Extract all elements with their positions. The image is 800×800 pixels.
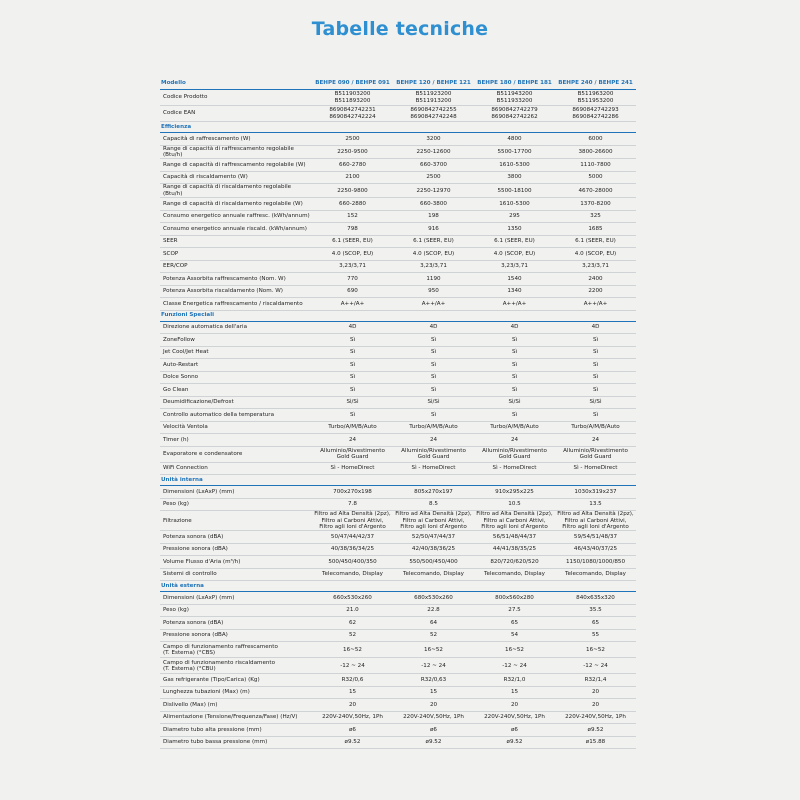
cell-value: 3,23/3,71 (474, 260, 555, 273)
cell-value: Telecomando, Display (555, 568, 636, 581)
cell-value: Telecomando, Display (393, 568, 474, 581)
cell-value: 1150/1080/1000/850 (555, 556, 636, 569)
cell-value: 24 (474, 434, 555, 447)
cell-value: Sì (555, 346, 636, 359)
section-header-row (160, 310, 636, 321)
cell-value: Turbo/A/M/B/Auto (312, 421, 393, 434)
row-label: SEER (160, 235, 312, 248)
cell-value: 950 (393, 285, 474, 298)
cell-value: 220V-240V,50Hz, 1Ph (474, 711, 555, 724)
cell-value: 62 (312, 617, 393, 630)
cell-value: Turbo/A/M/B/Auto (555, 421, 636, 434)
cell-value: 20 (393, 699, 474, 712)
cell-value: 805x270x197 (393, 486, 474, 499)
row-label: Potenza sonora (dBA) (160, 531, 312, 544)
row-label: Dimensioni (LxAxP) (mm) (160, 486, 312, 499)
cell-value: ø15.88 (555, 736, 636, 749)
row-label: Evaporatore e condensatore (160, 446, 312, 462)
table-body (160, 90, 636, 749)
table-row (160, 273, 636, 286)
cell-value: A++/A+ (474, 298, 555, 311)
cell-value: R32/0,63 (393, 674, 474, 687)
cell-value: 4D (555, 321, 636, 334)
table-row (160, 90, 636, 106)
cell-value: B511903200 B511893200 (312, 90, 393, 106)
cell-value: 840x635x320 (555, 592, 636, 605)
cell-value: 5500-18100 (474, 184, 555, 198)
cell-value: 2250-12970 (393, 184, 474, 198)
cell-value: 6000 (555, 133, 636, 146)
row-label: Jet Cool/Jet Heat (160, 346, 312, 359)
cell-value: 44/41/38/35/25 (474, 543, 555, 556)
row-label: Capacità di riscaldamento (W) (160, 171, 312, 184)
table-row (160, 711, 636, 724)
cell-value: 1190 (393, 273, 474, 286)
table-row (160, 446, 636, 462)
table-row (160, 223, 636, 236)
cell-value: 2250-12600 (393, 145, 474, 159)
cell-value: 8690842742255 8690842742248 (393, 106, 474, 122)
cell-value: 798 (312, 223, 393, 236)
cell-value: Filtro ad Alta Densità (2pz), Filtro ai Carboni Attivi, Filtro agli Ioni d'Argento (474, 511, 555, 531)
cell-value: 6.1 (SEER, EU) (312, 235, 393, 248)
row-label: Velocità Ventola (160, 421, 312, 434)
table-row (160, 617, 636, 630)
table-row (160, 171, 636, 184)
cell-value: 2400 (555, 273, 636, 286)
cell-value: Sì (474, 334, 555, 347)
cell-value: 13.5 (555, 498, 636, 511)
cell-value: 152 (312, 210, 393, 223)
cell-value: Sì (393, 371, 474, 384)
cell-value: 4670-28000 (555, 184, 636, 198)
table-row (160, 604, 636, 617)
cell-value: Sì (312, 334, 393, 347)
cell-value: 4.0 (SCOP, EU) (312, 248, 393, 261)
row-label: Codice Prodotto (160, 90, 312, 106)
cell-value: B511963200 B511953200 (555, 90, 636, 106)
row-label: Peso (kg) (160, 604, 312, 617)
cell-value: 56/51/48/44/37 (474, 531, 555, 544)
cell-value: 8690842742231 8690842742224 (312, 106, 393, 122)
cell-value: 660x530x260 (312, 592, 393, 605)
cell-value: 295 (474, 210, 555, 223)
cell-value: 690 (312, 285, 393, 298)
cell-value: Alluminio/Rivestimento Gold Guard (393, 446, 474, 462)
cell-value: 5500-17700 (474, 145, 555, 159)
cell-value: 16~52 (312, 642, 393, 658)
cell-value: 660-2880 (312, 198, 393, 211)
cell-value: 24 (312, 434, 393, 447)
cell-value: 52 (393, 629, 474, 642)
row-label: Potenza Assorbita riscaldamento (Nom. W) (160, 285, 312, 298)
spec-table (160, 78, 636, 749)
cell-value: ø9.52 (474, 736, 555, 749)
cell-value: ø9.52 (555, 724, 636, 737)
cell-value: 3200 (393, 133, 474, 146)
row-label: Range di capacità di riscaldamento regolabile (Btu/h) (160, 184, 312, 198)
cell-value: B511943200 B511933200 (474, 90, 555, 106)
row-label: Codice EAN (160, 106, 312, 122)
cell-value: Filtro ad Alta Densità (2pz), Filtro ai Carboni Attivi, Filtro agli Ioni d'Argento (393, 511, 474, 531)
table-row (160, 543, 636, 556)
table-row (160, 133, 636, 146)
row-label: Filtrazione (160, 511, 312, 531)
cell-value: 2250-9500 (312, 145, 393, 159)
cell-value: 1340 (474, 285, 555, 298)
cell-value: 16~52 (393, 642, 474, 658)
cell-value: Sì (393, 409, 474, 422)
page-title: Tabelle tecniche (311, 18, 489, 40)
table-row (160, 248, 636, 261)
cell-value: Sì - HomeDirect (393, 462, 474, 475)
cell-value: 910x295x225 (474, 486, 555, 499)
table-row (160, 321, 636, 334)
cell-value: 3,23/3,71 (312, 260, 393, 273)
cell-value: Telecomando, Display (312, 568, 393, 581)
cell-value: ø6 (393, 724, 474, 737)
cell-value: Sì/Sì (555, 396, 636, 409)
cell-value: Sì (393, 334, 474, 347)
table-row (160, 159, 636, 172)
cell-value: 4.0 (SCOP, EU) (474, 248, 555, 261)
cell-value: 220V-240V,50Hz, 1Ph (393, 711, 474, 724)
section-header-row (160, 475, 636, 486)
cell-value: Sì/Sì (393, 396, 474, 409)
cell-value: 15 (393, 686, 474, 699)
table-row (160, 359, 636, 372)
cell-value: 4.0 (SCOP, EU) (393, 248, 474, 261)
cell-value: 4D (474, 321, 555, 334)
table-row (160, 699, 636, 712)
cell-value: Sì (312, 359, 393, 372)
cell-value: 6.1 (SEER, EU) (555, 235, 636, 248)
table-row (160, 198, 636, 211)
row-label: Campo di funzionamento raffrescamento (T. Esterna) (°CBS) (160, 642, 312, 658)
cell-value: 10.5 (474, 498, 555, 511)
row-label: Dolce Sonno (160, 371, 312, 384)
cell-value: R32/1,0 (474, 674, 555, 687)
row-label: Consumo energetico annuale riscald. (kWh/annum) (160, 223, 312, 236)
cell-value: Sì (474, 359, 555, 372)
cell-value: ø6 (312, 724, 393, 737)
cell-value: Sì/Sì (312, 396, 393, 409)
cell-value: Alluminio/Rivestimento Gold Guard (312, 446, 393, 462)
cell-value: 1110-7800 (555, 159, 636, 172)
cell-value: Sì (393, 384, 474, 397)
table-row (160, 556, 636, 569)
cell-value: Sì (393, 346, 474, 359)
row-label: Pressione sonora (dBA) (160, 543, 312, 556)
cell-value: Sì (555, 359, 636, 372)
table-row (160, 434, 636, 447)
row-label: Campo di funzionamento riscaldamento (T. Esterna) (°CBU) (160, 658, 312, 674)
cell-value: 1350 (474, 223, 555, 236)
cell-value: 3800-26600 (555, 145, 636, 159)
cell-value: 2500 (393, 171, 474, 184)
row-label: Timer (h) (160, 434, 312, 447)
cell-value: 50/47/44/42/37 (312, 531, 393, 544)
table-row (160, 486, 636, 499)
cell-value: 65 (474, 617, 555, 630)
row-label: Capacità di raffrescamento (W) (160, 133, 312, 146)
cell-value: 2500 (312, 133, 393, 146)
row-label: ZoneFollow (160, 334, 312, 347)
cell-value: -12 ~ 24 (312, 658, 393, 674)
row-label: Potenza Assorbita raffrescamento (Nom. W) (160, 273, 312, 286)
row-label: Alimentazione (Tensione/Frequenza/Fase) (Hz/V) (160, 711, 312, 724)
cell-value: 20 (474, 699, 555, 712)
cell-value: Sì (555, 384, 636, 397)
row-label: Auto-Restart (160, 359, 312, 372)
row-label: Dimensioni (LxAxP) (mm) (160, 592, 312, 605)
cell-value: -12 ~ 24 (474, 658, 555, 674)
row-label: Volume Flusso d'Aria (m³/h) (160, 556, 312, 569)
row-label: Range di capacità di raffrescamento regolabile (W) (160, 159, 312, 172)
cell-value: Sì (393, 359, 474, 372)
table-row (160, 498, 636, 511)
cell-value: Sì/Sì (474, 396, 555, 409)
table-row (160, 511, 636, 531)
cell-value: 1610-5300 (474, 159, 555, 172)
cell-value: 1540 (474, 273, 555, 286)
cell-value: 198 (393, 210, 474, 223)
table-row (160, 642, 636, 658)
cell-value: 40/38/36/34/25 (312, 543, 393, 556)
cell-value: Sì (474, 371, 555, 384)
cell-value: 24 (555, 434, 636, 447)
cell-value: 20 (555, 699, 636, 712)
cell-value: Sì - HomeDirect (312, 462, 393, 475)
row-label: EER/COP (160, 260, 312, 273)
row-label: Dislivello (Max) (m) (160, 699, 312, 712)
table-row (160, 145, 636, 159)
cell-value: 20 (555, 686, 636, 699)
cell-value: 660-3700 (393, 159, 474, 172)
table-row (160, 371, 636, 384)
cell-value: 20 (312, 699, 393, 712)
table-row (160, 686, 636, 699)
cell-value: 1685 (555, 223, 636, 236)
row-label: Classe Energetica raffrescamento / riscaldamento (160, 298, 312, 311)
row-label: Deumidificazione/Defrost (160, 396, 312, 409)
table-row (160, 462, 636, 475)
cell-value: 7.8 (312, 498, 393, 511)
cell-value: Sì (312, 409, 393, 422)
cell-value: 2200 (555, 285, 636, 298)
cell-value: 1030x319x237 (555, 486, 636, 499)
cell-value: 24 (393, 434, 474, 447)
table-row (160, 629, 636, 642)
row-label: Diametro tubo bassa pressione (mm) (160, 736, 312, 749)
cell-value: ø9.52 (393, 736, 474, 749)
cell-value: 3,23/3,71 (555, 260, 636, 273)
table-row (160, 260, 636, 273)
table-row (160, 531, 636, 544)
cell-value: Sì (474, 346, 555, 359)
cell-value: R32/1,4 (555, 674, 636, 687)
cell-value: A++/A+ (393, 298, 474, 311)
cell-value: 500/450/400/350 (312, 556, 393, 569)
cell-value: 700x270x198 (312, 486, 393, 499)
cell-value: 64 (393, 617, 474, 630)
cell-value: -12 ~ 24 (393, 658, 474, 674)
cell-value: 42/40/38/36/25 (393, 543, 474, 556)
cell-value: R32/0,6 (312, 674, 393, 687)
row-label: Range di capacità di riscaldamento regolabile (W) (160, 198, 312, 211)
cell-value: Sì (555, 334, 636, 347)
cell-value: 2100 (312, 171, 393, 184)
cell-value: ø6 (474, 724, 555, 737)
cell-value: 21.0 (312, 604, 393, 617)
cell-value: Telecomando, Display (474, 568, 555, 581)
cell-value: A++/A+ (312, 298, 393, 311)
table-row (160, 421, 636, 434)
cell-value: 916 (393, 223, 474, 236)
cell-value: 35.5 (555, 604, 636, 617)
table-row (160, 396, 636, 409)
table-row (160, 298, 636, 311)
cell-value: Turbo/A/M/B/Auto (393, 421, 474, 434)
cell-value: 820/720/620/520 (474, 556, 555, 569)
cell-value: 15 (474, 686, 555, 699)
cell-value: 800x560x280 (474, 592, 555, 605)
table-row (160, 346, 636, 359)
row-label: Peso (kg) (160, 498, 312, 511)
cell-value: Alluminio/Rivestimento Gold Guard (474, 446, 555, 462)
cell-value: Sì (474, 409, 555, 422)
cell-value: 3800 (474, 171, 555, 184)
cell-value: -12 ~ 24 (555, 658, 636, 674)
section-title: Unità esterna (160, 581, 636, 592)
cell-value: 55 (555, 629, 636, 642)
cell-value: 52 (312, 629, 393, 642)
row-label: WiFi Connection (160, 462, 312, 475)
cell-value: Sì (555, 371, 636, 384)
cell-value: A++/A+ (555, 298, 636, 311)
cell-value: Filtro ad Alta Densità (2pz), Filtro ai Carboni Attivi, Filtro agli Ioni d'Argento (555, 511, 636, 531)
cell-value: 660-2780 (312, 159, 393, 172)
row-label: Controllo automatico della temperatura (160, 409, 312, 422)
row-label: Go Clean (160, 384, 312, 397)
cell-value: 16~52 (474, 642, 555, 658)
cell-value: 325 (555, 210, 636, 223)
model-header: BEHPE 090 / BEHPE 091 (312, 78, 393, 90)
row-label: Diametro tubo alta pressione (mm) (160, 724, 312, 737)
cell-value: Sì (312, 346, 393, 359)
table-row (160, 184, 636, 198)
cell-value: Sì - HomeDirect (555, 462, 636, 475)
cell-value: 8690842742279 8690842742262 (474, 106, 555, 122)
section-header-row (160, 122, 636, 133)
table-row (160, 409, 636, 422)
cell-value: 550/500/450/400 (393, 556, 474, 569)
cell-value: B511923200 B511913200 (393, 90, 474, 106)
cell-value: Sì (555, 409, 636, 422)
cell-value: 4800 (474, 133, 555, 146)
model-header: BEHPE 180 / BEHPE 181 (474, 78, 555, 90)
cell-value: Filtro ad Alta Densità (2pz), Filtro ai Carboni Attivi, Filtro agli Ioni d'Argento (312, 511, 393, 531)
cell-value: 660-3800 (393, 198, 474, 211)
table-row (160, 736, 636, 749)
cell-value: Alluminio/Rivestimento Gold Guard (555, 446, 636, 462)
cell-value: 1370-8200 (555, 198, 636, 211)
table-row (160, 285, 636, 298)
cell-value: 770 (312, 273, 393, 286)
table-row (160, 568, 636, 581)
cell-value: 3,23/3,71 (393, 260, 474, 273)
table-row (160, 334, 636, 347)
cell-value: 59/54/51/48/37 (555, 531, 636, 544)
cell-value: 680x530x260 (393, 592, 474, 605)
cell-value: 65 (555, 617, 636, 630)
row-label: Lunghezza tubazioni (Max) (m) (160, 686, 312, 699)
section-title: Funzioni Speciali (160, 310, 636, 321)
row-label: Pressione sonora (dBA) (160, 629, 312, 642)
cell-value: 1610-5300 (474, 198, 555, 211)
row-label: Range di capacità di raffrescamento regolabile (Btu/h) (160, 145, 312, 159)
cell-value: 22.8 (393, 604, 474, 617)
cell-value: 5000 (555, 171, 636, 184)
row-label: Potenza sonora (dBA) (160, 617, 312, 630)
cell-value: 52/50/47/44/37 (393, 531, 474, 544)
cell-value: 8.5 (393, 498, 474, 511)
cell-value: Sì (312, 371, 393, 384)
section-title: Unità interna (160, 475, 636, 486)
row-label: Gas refrigerante (Tipo/Carica) (Kg) (160, 674, 312, 687)
cell-value: Sì (474, 384, 555, 397)
cell-value: 54 (474, 629, 555, 642)
cell-value: 16~52 (555, 642, 636, 658)
cell-value: 6.1 (SEER, EU) (474, 235, 555, 248)
cell-value: Turbo/A/M/B/Auto (474, 421, 555, 434)
cell-value: 2250-9800 (312, 184, 393, 198)
cell-value: 220V-240V,50Hz, 1Ph (312, 711, 393, 724)
cell-value: 220V-240V,50Hz, 1Ph (555, 711, 636, 724)
table-row (160, 724, 636, 737)
row-label: Direzione automatica dell'aria (160, 321, 312, 334)
header-label: Modello (160, 78, 312, 90)
cell-value: 46/43/40/37/25 (555, 543, 636, 556)
row-label: Consumo energetico annuale raffresc. (kWh/annum) (160, 210, 312, 223)
cell-value: 6.1 (SEER, EU) (393, 235, 474, 248)
section-title: Efficienza (160, 122, 636, 133)
table-row (160, 658, 636, 674)
cell-value: 8690842742293 8690842742286 (555, 106, 636, 122)
table-row (160, 235, 636, 248)
cell-value: 4.0 (SCOP, EU) (555, 248, 636, 261)
table-row (160, 592, 636, 605)
row-label: Sistemi di controllo (160, 568, 312, 581)
row-label: SCOP (160, 248, 312, 261)
table-header-row (160, 78, 636, 90)
section-header-row (160, 581, 636, 592)
table-row (160, 106, 636, 122)
cell-value: Sì (312, 384, 393, 397)
table-row (160, 384, 636, 397)
cell-value: Sì - HomeDirect (474, 462, 555, 475)
model-header: BEHPE 120 / BEHPE 121 (393, 78, 474, 90)
cell-value: 4D (312, 321, 393, 334)
cell-value: ø9.52 (312, 736, 393, 749)
table-row (160, 210, 636, 223)
cell-value: 27.5 (474, 604, 555, 617)
table-row (160, 674, 636, 687)
model-header: BEHPE 240 / BEHPE 241 (555, 78, 636, 90)
cell-value: 15 (312, 686, 393, 699)
cell-value: 4D (393, 321, 474, 334)
